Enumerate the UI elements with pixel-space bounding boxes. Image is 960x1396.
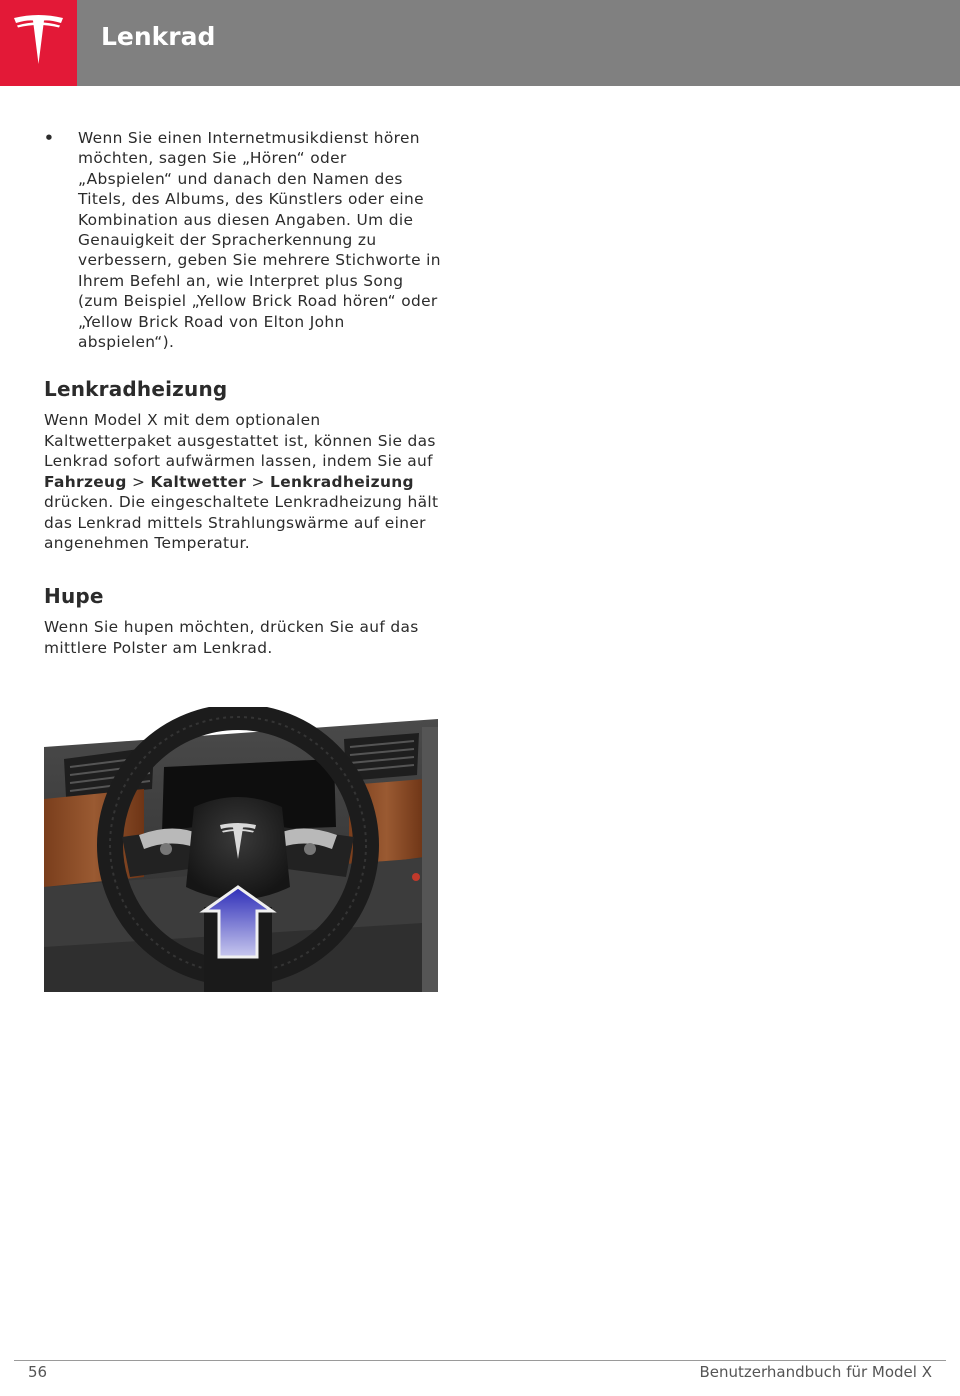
steering-wheel-illustration <box>44 707 438 992</box>
menu-separator: > <box>126 472 151 491</box>
steering-heating-intro: Wenn Model X mit dem optionalen Kaltwetterpaket ausgestattet ist, können Sie das Lenkrad sofort aufwärmen lassen, indem Sie auf <box>44 411 436 471</box>
menu-separator: > <box>246 472 271 491</box>
steering-heating-outro: drücken. Die eingeschaltete Lenkradheizung hält das Lenkrad mittels Strahlungswärme auf einer angenehmen Temperatur. <box>44 493 439 552</box>
page-number: 56 <box>28 1363 48 1381</box>
footer-rule <box>14 1360 946 1361</box>
list-item <box>44 128 444 352</box>
main-content <box>44 128 444 658</box>
page-title: Lenkrad <box>101 22 216 51</box>
tesla-logo <box>0 0 77 86</box>
ui-term-cold-weather: Kaltwetter <box>150 472 247 491</box>
horn-paragraph: Wenn Sie hupen möchten, drücken Sie auf das mittlere Polster am Lenkrad. <box>44 618 419 657</box>
section-heading-horn: Hupe <box>44 584 104 609</box>
steering-heating-paragraph <box>44 410 444 553</box>
header-bar <box>0 0 960 86</box>
ui-term-steering-heating: Lenkradheizung <box>270 472 414 491</box>
steering-wheel-figure <box>44 707 438 992</box>
list-item-text: Wenn Sie einen Internetmusikdienst hören möchten, sagen Sie „Hören“ oder „Abspielen“ und danach den Namen des Titels, des Albums, des Künstlers oder eine Kombination aus diesen Angaben. Um die Genauigkeit der Spracherkennung zu verbessern, geben Sie mehrere Stichworte in Ihrem Befehl an, wie Interpret plus Song (zum Beispiel „Yellow Brick Road hören“ oder „Yellow Brick Road von Elton John abspielen“). <box>78 129 441 352</box>
bullet-marker: • <box>44 129 55 147</box>
tesla-logo-icon <box>11 14 66 66</box>
footer-document-title: Benutzerhandbuch für Model X <box>699 1363 932 1381</box>
ui-term-vehicle: Fahrzeug <box>44 472 127 491</box>
section-heading-steering-heating: Lenkradheizung <box>44 377 228 402</box>
